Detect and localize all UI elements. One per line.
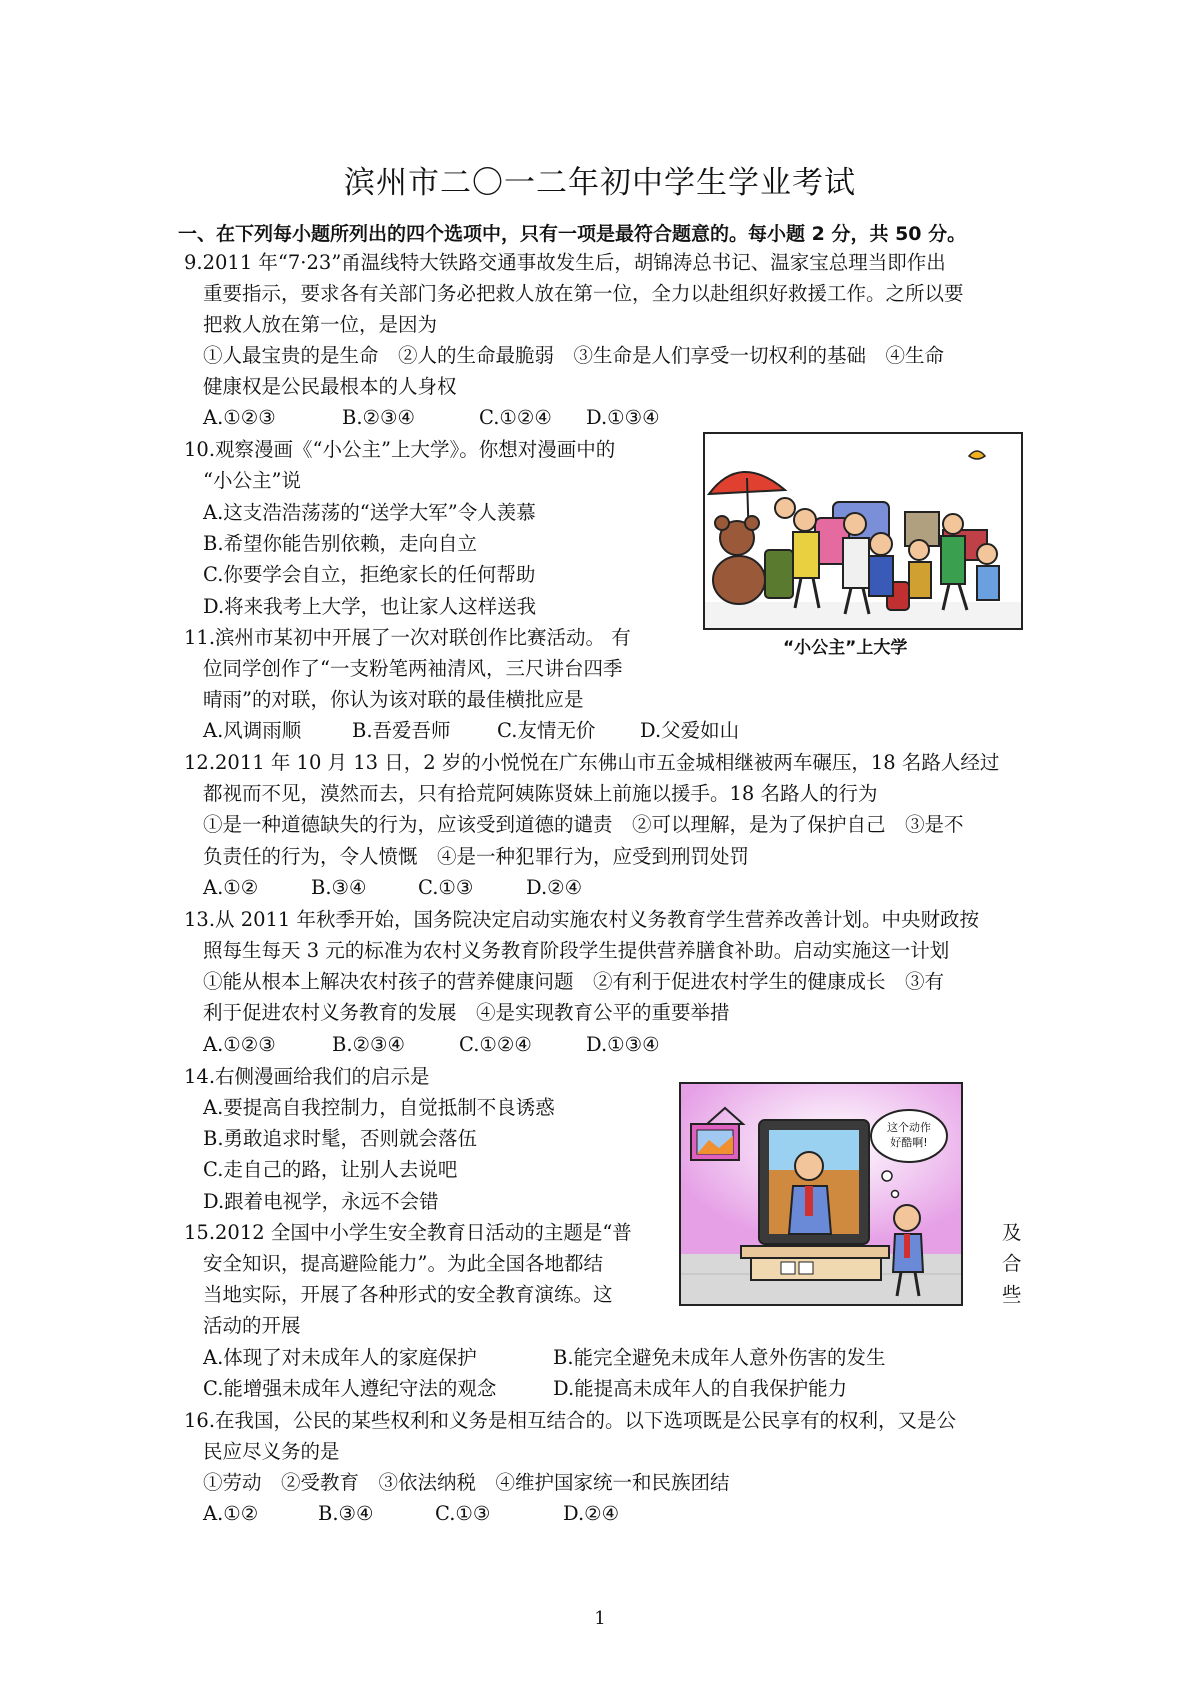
q14-option-b: B.勇敢追求时髦，否则就会落伍	[203, 1127, 478, 1150]
q12-option-b: B.③④	[311, 876, 367, 899]
q13-line-4: 利于促进农村义务教育的发展 ④是实现教育公平的重要举措	[203, 1001, 730, 1024]
q13-option-d: D.①③④	[586, 1033, 660, 1056]
q15-right-char-2: 合	[1002, 1252, 1022, 1275]
q9-line-1: 9.2011 年“7·23”甬温线特大铁路交通事故发生后，胡锦涛总书记、温家宝总理当即作出	[184, 251, 946, 274]
q11-line-3: 晴雨”的对联，你认为该对联的最佳横批应是	[203, 688, 584, 711]
q15-right-char-3: 些	[1002, 1283, 1022, 1306]
q12-line-4: 负责任的行为，令人愤慨 ④是一种犯罪行为，应受到刑罚处罚	[203, 845, 750, 868]
q10-option-a: A.这支浩浩荡荡的“送学大军”令人羡慕	[203, 501, 536, 524]
q15-option-c: C.能增强未成年人遵纪守法的观念	[203, 1377, 497, 1400]
page-title: 滨州市二〇一二年初中学生学业考试	[344, 165, 856, 201]
little-princess-cartoon	[703, 432, 1023, 630]
q16-line-1: 16.在我国，公民的某些权利和义务是相互结合的。以下选项既是公民享有的权利，又是公	[184, 1409, 957, 1432]
q9-option-a: A.①②③	[203, 406, 276, 429]
q16-option-b: B.③④	[318, 1502, 374, 1525]
q13-line-3: ①能从根本上解决农村孩子的营养健康问题 ②有利于促进农村学生的健康成长 ③有	[203, 970, 945, 993]
q14-option-d: D.跟着电视学，永远不会错	[203, 1190, 439, 1213]
q11-option-d: D.父爱如山	[640, 719, 740, 742]
speech-bubble-line-2: 好酷啊!	[890, 1136, 928, 1149]
q14-option-c: C.走自己的路，让别人去说吧	[203, 1158, 458, 1181]
q15-line-1: 15.2012 全国中小学生安全教育日活动的主题是“普	[184, 1221, 632, 1244]
q15-option-a: A.体现了对未成年人的家庭保护	[203, 1346, 477, 1369]
q15-option-b: B.能完全避免未成年人意外伤害的发生	[553, 1346, 886, 1369]
q9-line-3: 把救人放在第一位，是因为	[203, 313, 438, 336]
q16-option-a: A.①②	[203, 1502, 259, 1525]
q10-line-1: 10.观察漫画《“小公主”上大学》。你想对漫画中的	[184, 438, 616, 461]
q13-line-2: 照每生每天 3 元的标准为农村义务教育阶段学生提供营养膳食补助。启动实施这一计划	[203, 939, 950, 962]
cartoon-tv-illustration	[681, 1084, 961, 1304]
q9-line-4: ①人最宝贵的是生命 ②人的生命最脆弱 ③生命是人们享受一切权利的基础 ④生命	[203, 344, 945, 367]
q9-line-2: 重要指示，要求各有关部门务必把救人放在第一位，全力以赴组织好救援工作。之所以要	[203, 282, 964, 305]
q11-option-a: A.风调雨顺	[203, 719, 302, 742]
q9-option-b: B.②③④	[342, 406, 415, 429]
q12-option-c: C.①③	[418, 876, 474, 899]
q16-option-d: D.②④	[563, 1502, 620, 1525]
q11-option-c: C.友情无价	[497, 719, 596, 742]
q15-option-d: D.能提高未成年人的自我保护能力	[553, 1377, 848, 1400]
speech-bubble-line-1: 这个动作	[887, 1121, 931, 1134]
q12-option-d: D.②④	[526, 876, 583, 899]
q15-line-2: 安全知识，提高避险能力”。为此全国各地都结	[203, 1252, 603, 1275]
q10-option-d: D.将来我考上大学，也让家人这样送我	[203, 595, 537, 618]
q11-option-b: B.吾爱吾师	[352, 719, 451, 742]
cartoon-crowd-illustration	[705, 434, 1021, 628]
q15-line-4: 活动的开展	[203, 1314, 301, 1337]
q16-option-c: C.①③	[435, 1502, 491, 1525]
q12-line-1: 12.2011 年 10 月 13 日，2 岁的小悦悦在广东佛山市五金城相继被两车碾压，18 名路人经过	[184, 751, 1000, 774]
tv-imitation-cartoon	[679, 1082, 963, 1306]
section-header: 一、在下列每小题所列出的四个选项中，只有一项是最符合题意的。每小题 2 分，共 50 分。	[178, 223, 967, 245]
q13-option-b: B.②③④	[332, 1033, 405, 1056]
q10-line-2: “小公主”说	[203, 469, 301, 492]
q10-option-c: C.你要学会自立，拒绝家长的任何帮助	[203, 563, 536, 586]
q9-option-c: C.①②④	[479, 406, 552, 429]
q12-option-a: A.①②	[203, 876, 259, 899]
q10-option-b: B.希望你能告别依赖，走向自立	[203, 532, 478, 555]
q11-line-1: 11.滨州市某初中开展了一次对联创作比赛活动。 有	[184, 626, 631, 649]
q14-option-a: A.要提高自我控制力，自觉抵制不良诱惑	[203, 1096, 555, 1119]
q15-line-3: 当地实际，开展了各种形式的安全教育演练。这	[203, 1283, 613, 1306]
q12-line-3: ①是一种道德缺失的行为，应该受到道德的谴责 ②可以理解，是为了保护自己 ③是不	[203, 813, 964, 836]
q13-option-a: A.①②③	[203, 1033, 276, 1056]
speech-bubble	[877, 1120, 941, 1150]
q9-line-5: 健康权是公民最根本的人身权	[203, 375, 457, 398]
q9-option-d: D.①③④	[586, 406, 660, 429]
q14-line-1: 14.右侧漫画给我们的启示是	[184, 1065, 430, 1088]
q16-line-3: ①劳动 ②受教育 ③依法纳税 ④维护国家统一和民族团结	[203, 1471, 730, 1494]
q11-line-2: 位同学创作了“一支粉笔两袖清风，三尺讲台四季	[203, 657, 623, 680]
q13-option-c: C.①②④	[459, 1033, 532, 1056]
q15-right-char-1: 及	[1002, 1221, 1022, 1244]
cartoon-1-caption: “小公主”上大学	[783, 638, 908, 658]
q13-line-1: 13.从 2011 年秋季开始，国务院决定启动实施农村义务教育学生营养改善计划。中央财政按	[184, 908, 980, 931]
q16-line-2: 民应尽义务的是	[203, 1440, 340, 1463]
page-number: 1	[594, 1608, 606, 1629]
q12-line-2: 都视而不见，漠然而去，只有拾荒阿姨陈贤妹上前施以援手。18 名路人的行为	[203, 782, 878, 805]
